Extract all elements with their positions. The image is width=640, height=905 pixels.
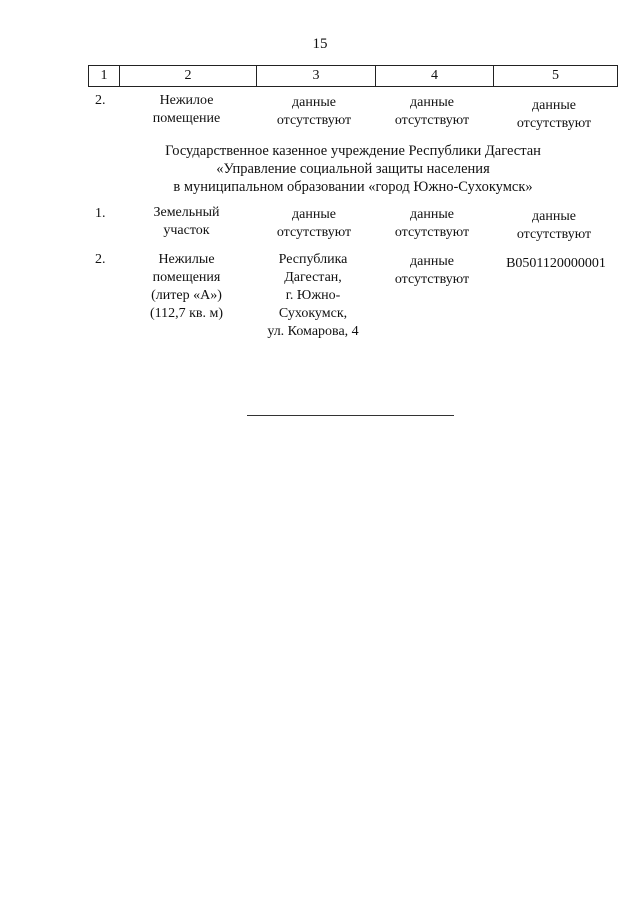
table-header-row <box>88 65 618 87</box>
row-a-col5-line: данные <box>532 98 576 113</box>
row-b-number: 1. <box>95 206 106 221</box>
row-b-object <box>124 204 249 240</box>
header-cell-3: 3 <box>257 66 376 86</box>
row-a-col5-line: отсутствуют <box>516 116 592 131</box>
closing-rule <box>247 415 454 416</box>
organization-line: Государственное казенное учреждение Республики Дагестан <box>165 143 541 159</box>
row-c-col4 <box>372 253 492 289</box>
row-b-object-line: Земельный <box>153 205 220 220</box>
row-c-col5 <box>494 255 618 273</box>
organization-title <box>88 142 618 196</box>
row-b-col4-line: отсутствуют <box>394 225 470 240</box>
row-c-address-line: г. Южно- <box>285 288 341 303</box>
row-a-col4-line: отсутствуют <box>394 113 470 128</box>
row-b-address <box>254 206 374 242</box>
row-a-object-line: Нежилое <box>159 93 214 108</box>
organization-line: «Управление социальной защиты населения <box>216 161 490 177</box>
row-b-col5-line: данные <box>532 209 576 224</box>
header-cell-2: 2 <box>120 66 257 86</box>
row-c-object-line: (литер «А») <box>151 288 222 303</box>
row-c-address-line: ул. Комарова, 4 <box>267 324 359 339</box>
row-c-object-line: Нежилые <box>158 252 215 267</box>
row-c-col5-line: В0501120000001 <box>506 256 606 271</box>
header-cell-4: 4 <box>376 66 494 86</box>
row-a-address-line: отсутствуют <box>276 113 352 128</box>
row-b-col4-line: данные <box>410 207 454 222</box>
row-a-col4-line: данные <box>410 95 454 110</box>
header-cell-5: 5 <box>552 68 559 83</box>
row-c-object <box>124 251 249 323</box>
page-number: 15 <box>312 36 328 52</box>
row-b-address-line: данные <box>292 207 336 222</box>
row-c-object-line: (112,7 кв. м) <box>149 306 224 321</box>
row-b-col5 <box>494 208 614 244</box>
row-b-object-line: участок <box>163 223 210 238</box>
row-b-address-line: отсутствуют <box>276 225 352 240</box>
row-c-address-line: Дагестан, <box>284 270 342 285</box>
row-c-object-line: помещения <box>152 270 221 285</box>
row-a-address-line: данные <box>292 95 336 110</box>
row-c-number: 2. <box>95 252 106 267</box>
row-c-address-line: Республика <box>278 252 348 267</box>
row-c-col4-line: отсутствуют <box>394 272 470 287</box>
row-a-col5 <box>494 97 614 133</box>
row-a-address <box>254 94 374 130</box>
row-c-address-line: Сухокумск, <box>278 306 348 321</box>
row-a-object-line: помещение <box>152 111 221 126</box>
row-b-col5-line: отсутствуют <box>516 227 592 242</box>
row-c-address <box>252 251 374 341</box>
row-a-object <box>124 92 249 128</box>
header-cell-1: 1 <box>89 66 120 86</box>
row-c-col4-line: данные <box>410 254 454 269</box>
organization-line: в муниципальном образовании «город Южно-Сухокумск» <box>173 179 533 195</box>
row-a-number: 2. <box>95 93 106 108</box>
row-b-col4 <box>372 206 492 242</box>
row-a-col4 <box>372 94 492 130</box>
